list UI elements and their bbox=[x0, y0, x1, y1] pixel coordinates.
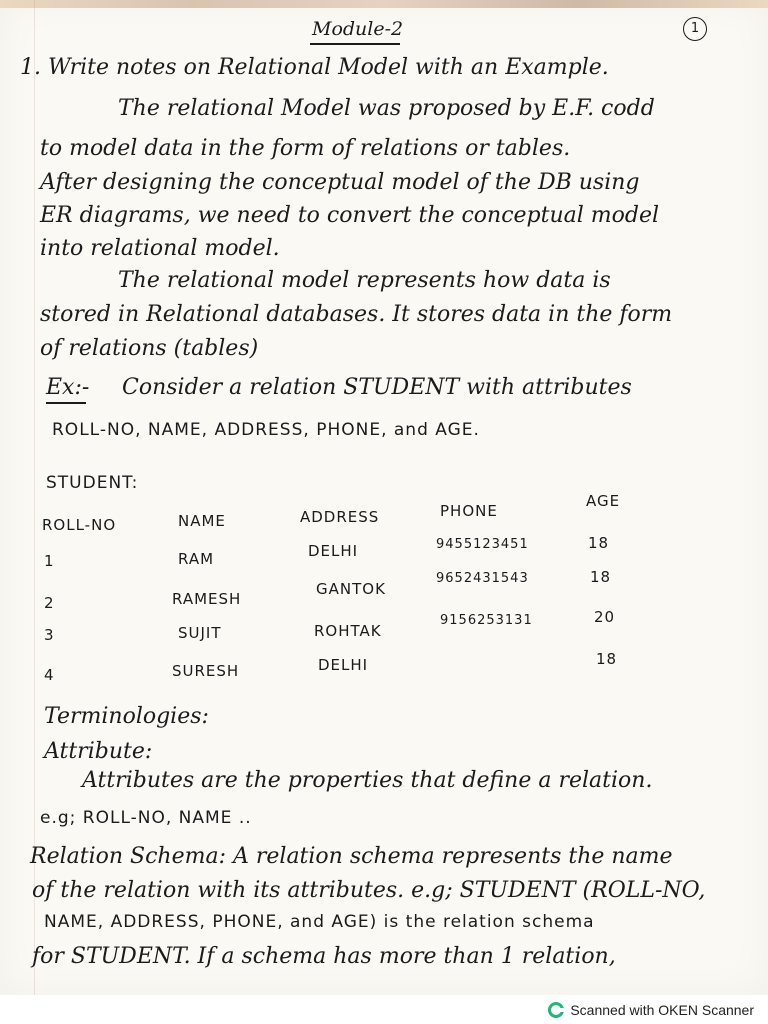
page-number: 1 bbox=[683, 17, 707, 41]
intro-line-2: to model data in the form of relations or tables. bbox=[40, 136, 571, 161]
attribute-example: e.g; ROLL-NO, NAME .. bbox=[40, 808, 252, 828]
module-title: Module-2 bbox=[312, 18, 404, 40]
attribute-definition: Attributes are the properties that define a relation. bbox=[82, 768, 653, 793]
table-cell: 9455123451 bbox=[436, 537, 529, 552]
column-header: NAME bbox=[178, 512, 226, 530]
table-cell: SURESH bbox=[172, 662, 240, 680]
table-cell: DELHI bbox=[318, 656, 369, 674]
table-cell: 3 bbox=[44, 626, 55, 644]
column-header: ROLL-NO bbox=[42, 516, 117, 534]
intro-line-5: into relational model. bbox=[40, 236, 280, 261]
module-title-underline bbox=[310, 43, 400, 45]
table-cell: 4 bbox=[44, 666, 55, 684]
table-cell: 1 bbox=[44, 552, 55, 570]
scanner-badge bbox=[548, 995, 754, 1024]
attribute-heading: Attribute: bbox=[44, 739, 153, 764]
column-header: ADDRESS bbox=[300, 508, 380, 526]
schema-line-3: NAME, ADDRESS, PHONE, and AGE) is the relation schema bbox=[44, 912, 595, 932]
table-cell: RAMESH bbox=[172, 590, 242, 608]
question-heading: 1. Write notes on Relational Model with an Example. bbox=[20, 55, 609, 80]
example-line-2: ROLL-NO, NAME, ADDRESS, PHONE, and AGE. bbox=[52, 420, 480, 440]
table-name: STUDENT: bbox=[46, 473, 139, 493]
column-header: AGE bbox=[586, 492, 621, 510]
intro-line-3: After designing the conceptual model of the DB using bbox=[40, 170, 640, 195]
table-cell: 2 bbox=[44, 594, 55, 612]
table-cell: GANTOK bbox=[316, 580, 386, 598]
table-cell: 9652431543 bbox=[436, 571, 529, 586]
table-cell: 20 bbox=[594, 608, 616, 626]
scanner-footer bbox=[0, 995, 768, 1024]
example-line-1: Consider a relation STUDENT with attributes bbox=[122, 375, 632, 400]
table-cell: RAM bbox=[178, 550, 215, 568]
page-top-edge bbox=[0, 0, 768, 8]
table-cell: ROHTAK bbox=[314, 622, 382, 640]
example-label-underline bbox=[46, 402, 86, 404]
terminologies-heading: Terminologies: bbox=[44, 704, 209, 729]
table-cell: 18 bbox=[590, 568, 612, 586]
table-cell: 18 bbox=[588, 534, 610, 552]
table-cell: 18 bbox=[596, 650, 618, 668]
intro-line-4: ER diagrams, we need to convert the conceptual model bbox=[40, 203, 660, 228]
para2-line-2: stored in Relational databases. It stores data in the form bbox=[40, 302, 673, 327]
column-header: PHONE bbox=[440, 502, 498, 520]
example-label: Ex:- bbox=[46, 375, 90, 400]
table-cell: DELHI bbox=[308, 542, 359, 560]
schema-line-2: of the relation with its attributes. e.g; STUDENT (ROLL-NO, bbox=[32, 878, 706, 903]
para2-line-1: The relational model represents how data is bbox=[118, 268, 611, 293]
scanner-text: Scanned with OKEN Scanner bbox=[570, 1001, 754, 1018]
schema-line-4: for STUDENT. If a schema has more than 1 relation, bbox=[32, 944, 616, 969]
table-cell: 9156253131 bbox=[440, 613, 533, 628]
intro-line-1: The relational Model was proposed by E.F. codd bbox=[118, 96, 655, 121]
schema-line-1: Relation Schema: A relation schema represents the name bbox=[30, 844, 673, 869]
scanner-logo-icon bbox=[548, 1002, 564, 1018]
table-cell: SUJIT bbox=[178, 624, 222, 642]
para2-line-3: of relations (tables) bbox=[40, 336, 259, 361]
